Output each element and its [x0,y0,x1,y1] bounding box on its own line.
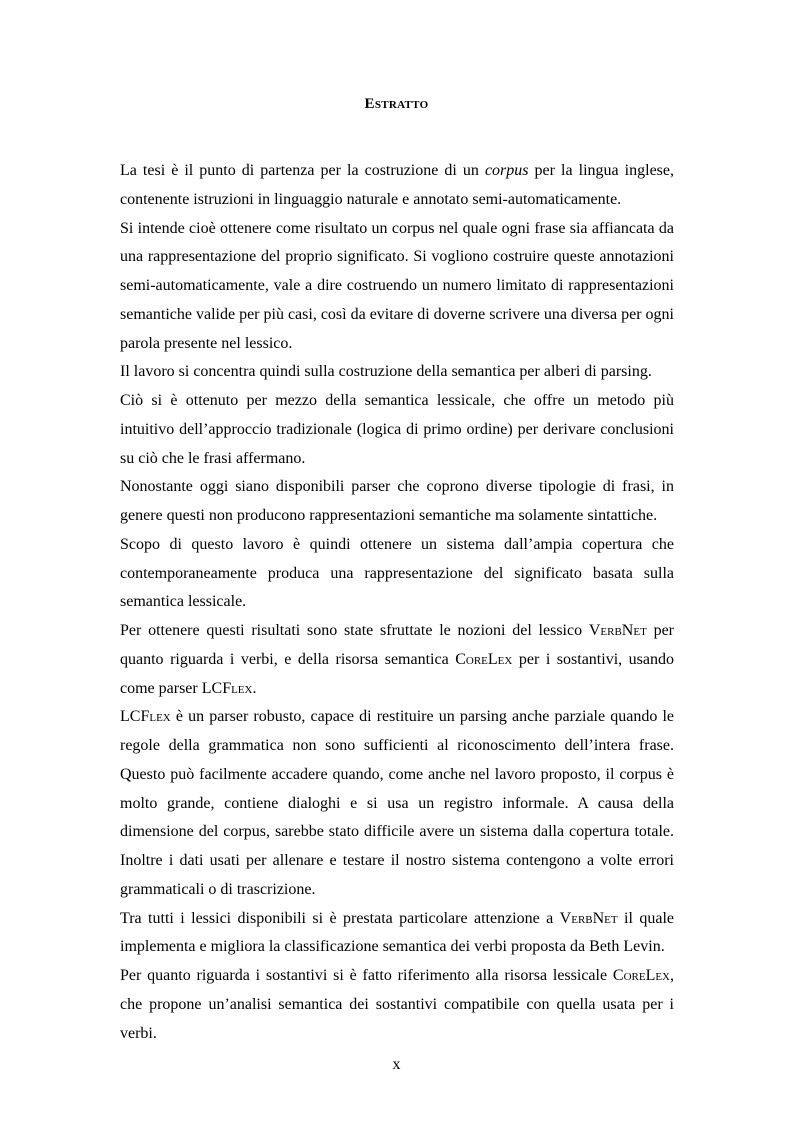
term-corelex: CoreLex [612,967,670,984]
term-corelex: CoreLex [455,650,513,668]
paragraph: Per ottenere questi risultati sono state sfruttate le nozioni del lessico VerbNet per quanto riguarda i verbi, e della risorsa semantica CoreLex per i sostantivi, usando come parser LCFlex. [120,622,674,697]
page-number: x [392,1056,401,1073]
paragraph: LCFlex è un parser robusto, capace di restituire un parsing anche parziale quando le regole della grammatica non sono sufficienti al riconoscimento dell’intera frase. Questo può facilmente accadere quando, come anche nel lavoro proposto, il corpus è molto grande, contiene dialoghi e si usa un registro informale. A causa della dimensione del corpus, sarebbe stato difficile avere un sistema dalla copertura totale. Inoltre i dati usati per allenare e testare il nostro sistema contengono a volte errori grammaticali o di trascrizione. [120,708,674,898]
paragraph: Scopo di questo lavoro è quindi ottenere un sistema dall’ampia copertura che contemporaneamente produca una rappresentazione del significato basata sulla semantica lessicale. [120,535,674,611]
emphasis: corpus [484,162,529,179]
term-verbnet: VerbNet [588,622,647,639]
paragraph: La tesi è il punto di partenza per la costruzione di un corpus per la lingua inglese, contenente istruzioni in linguaggio naturale e annotato semi-automaticamente. [120,162,674,208]
term-verbnet: VerbNet [559,909,618,927]
paragraph: Si intende cioè ottenere come risultato un corpus nel quale ogni frase sia affiancata da una rappresentazione del proprio significato. Si vogliono costruire queste annotazioni semi-automaticamente, vale a dire costruendo un numero limitato di rappresentazioni semantiche valide per più casi, così da evitare di doverne scrivere una diversa per ogni parola presente nel lessico. [120,219,674,352]
paragraph: Il lavoro si concentra quindi sulla costruzione della semantica per alberi di parsing. [120,363,652,381]
paragraph: Ciò si è ottenuto per mezzo della semantica lessicale, che offre un metodo più intuitivo dell’approccio tradizionale (logica di primo ordine) per derivare conclusioni su ciò che le frasi affermano. [120,392,674,467]
term-lcflex: LCFlex [120,708,171,726]
paragraph: Per quanto riguarda i sostantivi si è fatto riferimento alla risorsa lessicale CoreLex, che propone un’analisi semantica dei sostantivi compatibile con quella usata per i verbi. [120,967,674,1042]
term-lcflex: LCFlex [201,679,253,697]
section-title: Estratto [364,96,429,112]
paragraph: Tra tutti i lessici disponibili si è prestata particolare attenzione a VerbNet il quale implementa e migliora la classificazione semantica dei verbi proposta da Beth Levin. [120,909,674,956]
abstract-body [120,157,674,1048]
paragraph: Nonostante oggi siano disponibili parser che coprono diverse tipologie di frasi, in genere questi non producono rappresentazioni semantiche ma solamente sintattiche. [120,478,674,524]
